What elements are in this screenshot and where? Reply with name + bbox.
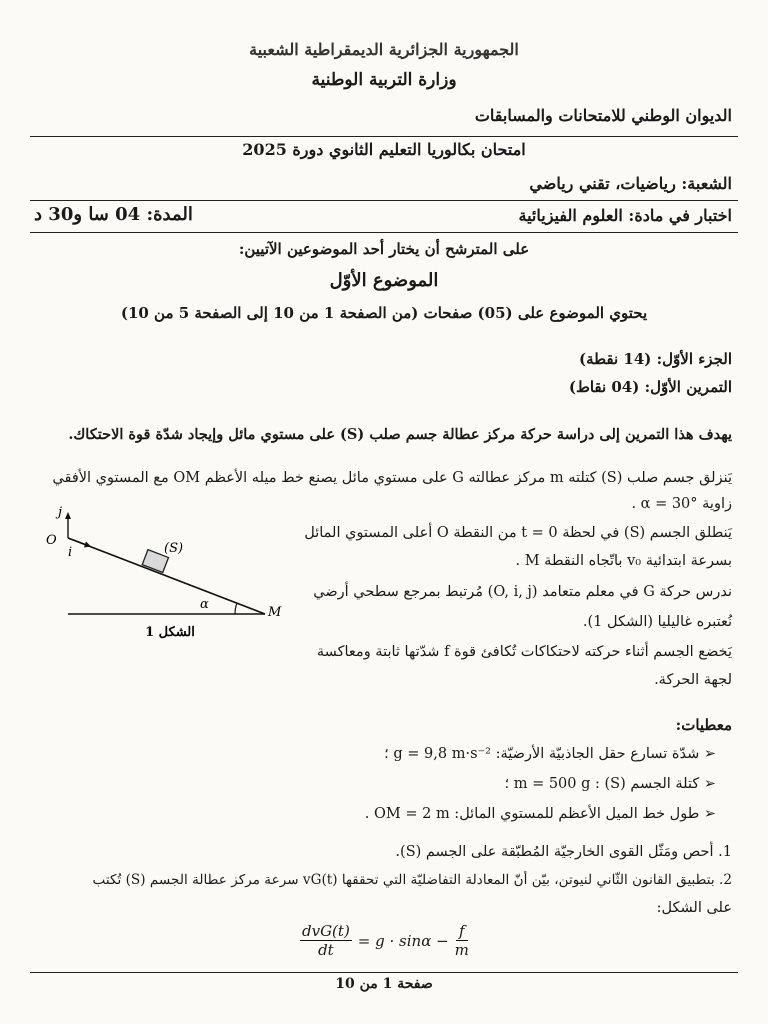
subject-label: اختبار في مادة: العلوم الفيزيائية bbox=[518, 206, 732, 225]
label-S: (S) bbox=[164, 541, 184, 556]
paragraph-2-line-1: يَنطلق الجسم (S) في لحظة t = 0 من النقطة O أعلى المستوي المائل bbox=[304, 525, 732, 541]
topic-title: الموضوع الأوّل bbox=[329, 270, 439, 291]
paragraph-4-line-2: لجهة الحركة. bbox=[654, 672, 732, 688]
question-2-line-1: 2. بتطبيق القانون الثّاني لنيوتن، بيّن أنّ المعادلة التفاضليّة التي تحققها vG(t) سرعة مركز عطالة الجسم (S) تُكتب bbox=[92, 872, 732, 888]
paragraph-1-line-2: زاوية α = 30° . bbox=[631, 496, 732, 512]
pages-info: يحتوي الموضوع على (05) صفحات (من الصفحة 1 من 10 إلى الصفحة 5 من 10) bbox=[120, 304, 648, 322]
label-j: j bbox=[58, 505, 63, 520]
equation-lhs-denominator: dt bbox=[318, 941, 334, 959]
paragraph-4-line-1: يَخضع الجسم أثناء حركته لاحتكاكات تُكافئ قوة f شدّتها ثابتة ومعاكسة bbox=[316, 644, 732, 660]
equation-rhs-denominator: m bbox=[454, 941, 469, 959]
alpha-arc bbox=[235, 603, 237, 614]
office-header: الديوان الوطني للامتحانات والمسابقات bbox=[474, 106, 732, 125]
exam-title: امتحان بكالوريا التعليم الثانوي دورة 2025 bbox=[242, 140, 526, 159]
paragraph-3-line-2: نُعتبره غاليليا (الشكل 1). bbox=[582, 614, 732, 630]
subject-rule-top bbox=[30, 200, 738, 201]
label-alpha: α bbox=[200, 597, 209, 612]
exercise-title: التمرين الأوّل: (04 نقاط) bbox=[568, 378, 732, 396]
label-M: M bbox=[268, 605, 282, 620]
subject-rule-bottom bbox=[30, 232, 738, 233]
data-item-gravity: ➢ شدّة تسارع حقل الجاذبيّة الأرضيّة: g = 9,8 m·s⁻² ؛ bbox=[384, 746, 716, 762]
label-i: i bbox=[68, 545, 73, 560]
differential-equation bbox=[300, 922, 469, 959]
choose-instruction: على المترشح أن يختار أحد الموضوعين الآتيين: bbox=[238, 240, 530, 258]
equation-middle: = g · sinα − bbox=[357, 931, 449, 950]
part-title: الجزء الأوّل: (14 نقطة) bbox=[578, 350, 732, 368]
paragraph-1-line-1: يَنزلق جسم صلب (S) كتلته m مركز عطالته G على مستوي مائل يصنع خط ميله الأعظم OM مع المستوي الأفقي bbox=[52, 470, 732, 486]
figure-caption: الشكل 1 bbox=[145, 625, 195, 640]
stream-label: الشعبة: رياضيات، تقني رياضي bbox=[529, 174, 732, 193]
paragraph-3-line-1: ندرس حركة G في معلم متعامد (O, i, j) مُرتبط بمرجع سطحي أرضي bbox=[313, 584, 732, 600]
data-item-mass: ➢ كتلة الجسم (S) : m = 500 g ؛ bbox=[505, 776, 717, 792]
equation-rhs-fraction bbox=[455, 922, 469, 959]
figure-1-inclined-plane bbox=[40, 500, 300, 648]
j-arrowhead bbox=[65, 512, 71, 519]
equation-lhs-fraction bbox=[300, 922, 352, 959]
paragraph-2-line-2: بسرعة ابتدائية v₀ باتّجاه النقطة M . bbox=[515, 553, 732, 569]
equation-rhs-numerator: f bbox=[456, 922, 468, 941]
page-number: صفحة 1 من 10 bbox=[335, 976, 433, 992]
equation-lhs-numerator: dvG(t) bbox=[302, 922, 350, 940]
data-item-length: ➢ طول خط الميل الأعظم للمستوي المائل: OM = 2 m . bbox=[365, 806, 716, 822]
exercise-aim: يهدف هذا التمرين إلى دراسة حركة مركز عطالة جسم صلب (S) على مستوي مائل وإيجاد شدّة قوة الاحتكاك. bbox=[68, 426, 732, 443]
footer-rule bbox=[30, 972, 738, 973]
ministry-header: وزارة التربية الوطنية bbox=[311, 70, 457, 90]
duration-label: المدة: 04 سا و30 د bbox=[34, 204, 193, 225]
label-O: O bbox=[46, 533, 57, 548]
question-1: 1. أحص ومَثّل القوى الخارجيّة المُطبّقة على الجسم (S). bbox=[395, 844, 732, 860]
question-2-line-2: على الشكل: bbox=[656, 900, 732, 916]
republic-header: الجمهورية الجزائرية الديمقراطية الشعبية bbox=[249, 40, 519, 59]
i-vector bbox=[68, 538, 87, 545]
data-section-title: معطيات: bbox=[675, 716, 732, 734]
header-rule bbox=[30, 136, 738, 137]
i-arrowhead bbox=[84, 542, 91, 548]
